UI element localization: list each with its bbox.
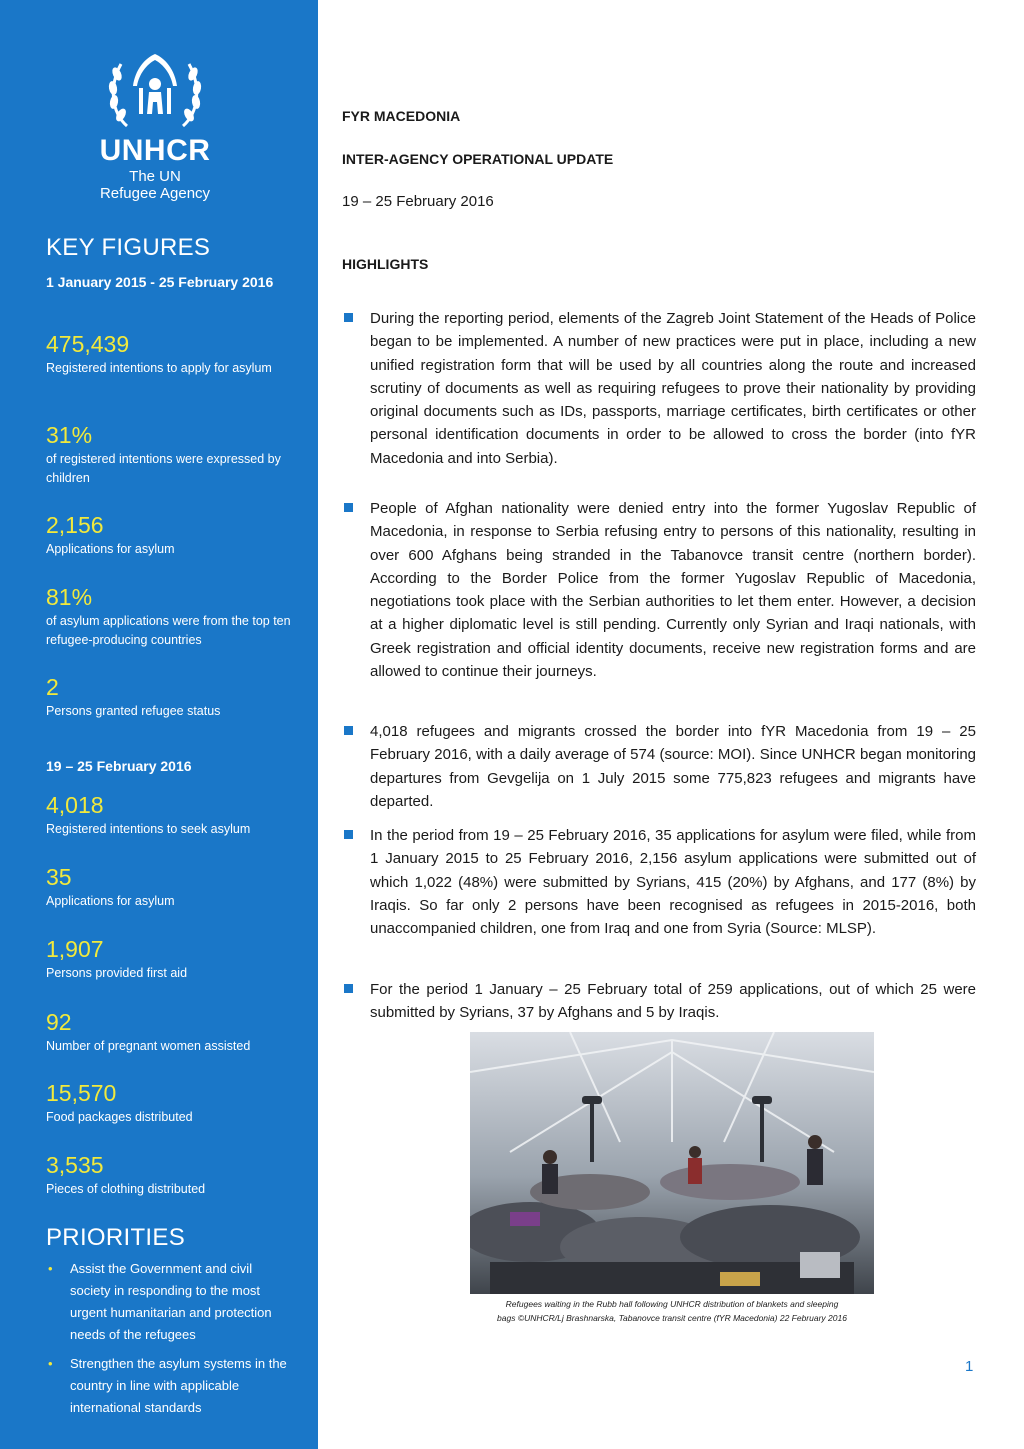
key-figure-label: of registered intentions were expressed by children bbox=[46, 452, 281, 485]
priority-text: Strengthen the asylum systems in the country in line with applicable international standards bbox=[70, 1356, 287, 1415]
key-figure-value: 92 bbox=[46, 1009, 72, 1035]
highlight-text: During the reporting period, elements of the Zagreb Joint Statement of the Heads of Police began to be implemented. A number of new practices were put in place, including a new unified registration form that will be used by all countries along the route and increased scrutiny of documents as well as requiring refugees to prove their nationality by providing original documents such as IDs, passports, marriage certificates, birth certificates or other personal identification documents in order to be allowed to cross the border (into fYR Macedonia and into Serbia). bbox=[370, 310, 976, 467]
priorities-heading: PRIORITIES bbox=[46, 1224, 186, 1251]
refugee-tent-photo bbox=[470, 1032, 874, 1294]
key-figure-label: Pieces of clothing distributed bbox=[46, 1182, 206, 1196]
highlight-item bbox=[342, 307, 976, 470]
key-figure bbox=[46, 511, 296, 559]
bullet-square-icon bbox=[344, 830, 353, 839]
bullet-icon: • bbox=[48, 1261, 53, 1276]
key-figures-heading: KEY FIGURES bbox=[46, 234, 211, 261]
key-figure-label: of asylum applications were from the top ten refugee-producing countries bbox=[46, 614, 291, 647]
key-figure bbox=[46, 583, 296, 650]
unhcr-emblem-icon bbox=[105, 48, 205, 134]
key-figure-value: 35 bbox=[46, 864, 72, 890]
period2-label: 19 – 25 February 2016 bbox=[46, 758, 192, 774]
bullet-icon: • bbox=[48, 1356, 53, 1371]
highlight-item bbox=[342, 978, 976, 1025]
photo-figure bbox=[470, 1032, 874, 1332]
key-figure-label: Persons provided first aid bbox=[46, 966, 188, 980]
logo-subtitle-line1: The UN bbox=[129, 168, 181, 185]
logo-wordmark: UNHCR bbox=[99, 134, 211, 167]
priority-text: Assist the Government and civil society in responding to the most urgent humanitarian and protection needs of the refugees bbox=[70, 1261, 272, 1342]
highlight-text: People of Afghan nationality were denied entry into the former Yugoslav Republic of Macedonia, in response to Serbia refusing entry to persons of this nationality, resulting in over 600 Afghans being stranded in the Tabanovce transit centre (northern border). According to the Border Police from the former Yugoslav Republic of Macedonia, negotiations took place with the Serbian authorities to let them enter. However, a decision at a higher diplomatic level is still pending. Currently only Syrian and Iraqi nationals, with Greek registration and official identity documents, receive new registration forms and are allowed to continue their journeys. bbox=[370, 500, 976, 681]
page-number: 1 bbox=[965, 1358, 974, 1375]
bullet-square-icon bbox=[344, 313, 353, 322]
key-figure-value: 2,156 bbox=[46, 512, 104, 538]
key-figure-label: Applications for asylum bbox=[46, 894, 175, 908]
key-figure bbox=[46, 421, 296, 488]
key-figure-value: 4,018 bbox=[46, 792, 104, 818]
key-figure-value: 31% bbox=[46, 422, 93, 448]
highlight-text: 4,018 refugees and migrants crossed the border into fYR Macedonia from 19 – 25 February 2016, with a daily average of 574 (source: MOI). Since UNHCR began monitoring departures from Gevgelija on 1 July 2015 some 775,823 refugees and migrants have departed. bbox=[370, 723, 976, 810]
priorities-list bbox=[46, 1258, 296, 1426]
highlight-item bbox=[342, 720, 976, 813]
key-figure-value: 2 bbox=[46, 674, 59, 700]
unhcr-logo bbox=[92, 48, 218, 202]
logo-subtitle-line2: Refugee Agency bbox=[99, 185, 211, 202]
key-figure-label: Registered intentions to seek asylum bbox=[46, 822, 251, 836]
document-type: INTER-AGENCY OPERATIONAL UPDATE bbox=[342, 151, 614, 167]
date-range: 19 – 25 February 2016 bbox=[342, 193, 494, 210]
period1-label: 1 January 2015 - 25 February 2016 bbox=[46, 274, 274, 290]
country-title: FYR MACEDONIA bbox=[342, 108, 461, 124]
photo-caption bbox=[470, 1297, 874, 1325]
key-figure-label: Applications for asylum bbox=[46, 542, 175, 556]
key-figure-value: 475,439 bbox=[46, 331, 130, 357]
key-figure-value: 81% bbox=[46, 584, 93, 610]
key-figure bbox=[46, 863, 296, 911]
highlights-heading: HIGHLIGHTS bbox=[342, 256, 429, 272]
key-figure-label: Registered intentions to apply for asylum bbox=[46, 361, 272, 375]
photo-caption-line2: bags ©UNHCR/Lj Brashnarska, Tabanovce transit centre (fYR Macedonia) 22 February 2016 bbox=[497, 1313, 847, 1323]
key-figure-label: Number of pregnant women assisted bbox=[46, 1039, 251, 1053]
key-figure bbox=[46, 791, 296, 839]
highlight-item bbox=[342, 497, 976, 683]
key-figure bbox=[46, 935, 296, 983]
key-figure-label: Persons granted refugee status bbox=[46, 704, 221, 718]
bullet-square-icon bbox=[344, 984, 353, 993]
sidebar bbox=[0, 0, 318, 1449]
highlight-text: For the period 1 January – 25 February total of 259 applications, out of which 25 were submitted by Syrians, 37 by Afghans and 5 by Iraqis. bbox=[370, 981, 976, 1022]
highlight-item bbox=[342, 824, 976, 940]
priority-item bbox=[46, 1353, 296, 1419]
bullet-square-icon bbox=[344, 726, 353, 735]
key-figure-label: Food packages distributed bbox=[46, 1110, 193, 1124]
bullet-square-icon bbox=[344, 503, 353, 512]
highlight-text: In the period from 19 – 25 February 2016, 35 applications for asylum were filed, while from 1 January 2015 to 25 February 2016, 2,156 asylum applications were submitted out of which 1,022 (48%) were submitted by Syrians, 415 (20%) by Afghans, and 177 (8%) by Iraqis. So far only 2 persons have been recognised as refugees in 2015-2016, both unaccompanied children, one from Iraq and one from Syria (Source: MLSP). bbox=[370, 827, 976, 938]
key-figure-value: 15,570 bbox=[46, 1080, 117, 1106]
priority-item bbox=[46, 1258, 296, 1346]
key-figure bbox=[46, 1151, 296, 1199]
key-figure bbox=[46, 1008, 296, 1056]
key-figure-value: 3,535 bbox=[46, 1152, 104, 1178]
key-figure bbox=[46, 330, 296, 378]
photo-caption-line1: Refugees waiting in the Rubb hall following UNHCR distribution of blankets and sleeping bbox=[505, 1299, 839, 1309]
key-figure bbox=[46, 673, 296, 721]
key-figure-value: 1,907 bbox=[46, 936, 104, 962]
key-figure bbox=[46, 1079, 296, 1127]
